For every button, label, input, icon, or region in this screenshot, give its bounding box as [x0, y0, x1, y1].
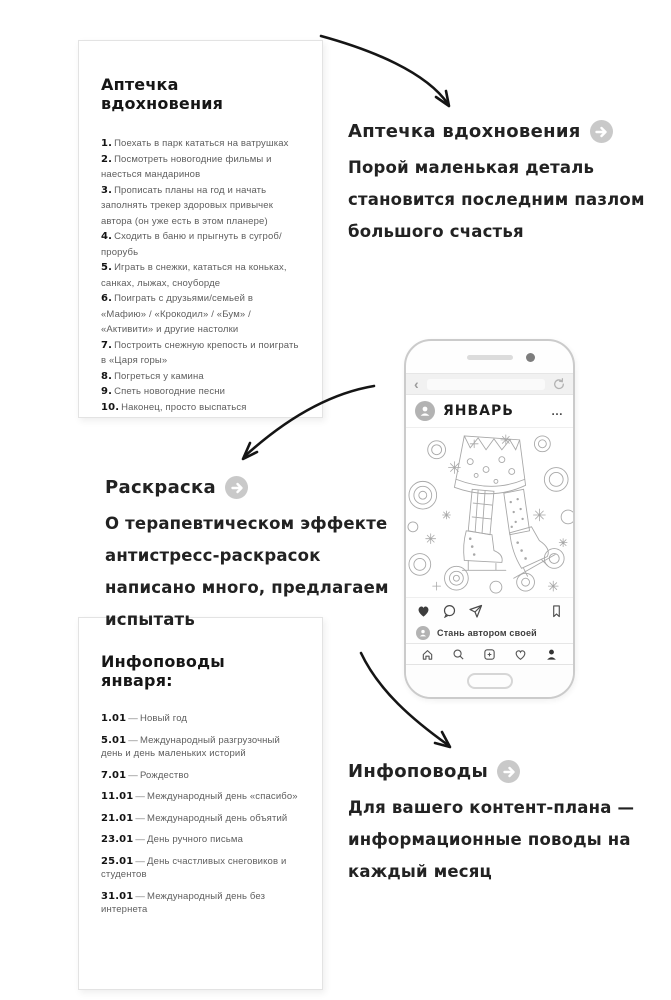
item-separator: — — [128, 734, 138, 746]
inforeasons-list-item — [101, 790, 300, 804]
coloring-page-image — [406, 427, 573, 598]
search-icon — [452, 648, 465, 661]
item-text: Наконец, просто выспаться — [121, 401, 247, 413]
item-separator: — — [128, 713, 138, 724]
coloring-note-description: О терапевтическом эффекте антистресс-раскрасок написано много, предлагаем испытать — [105, 514, 389, 629]
item-text: Посмотреть новогодние фильмы и наесться мандаринов — [101, 153, 272, 180]
item-date: 21.01 — [101, 812, 134, 824]
item-date: 1.01 — [101, 713, 127, 724]
inforeasons-note-title: Инфоповоды — [348, 761, 489, 782]
item-date: 31.01 — [101, 890, 134, 902]
inspiration-list-item — [101, 400, 300, 416]
coloring-note-title-row — [105, 476, 413, 499]
item-text: Прописать планы на год и начать заполнять трекер здоровых привычек автора (он уже есть в этом планере) — [101, 184, 274, 227]
inforeasons-note — [348, 760, 656, 888]
item-text: Международный разгрузочный день и день маленьких историй — [101, 734, 280, 759]
item-number: 2. — [101, 153, 113, 165]
inspiration-list-item — [101, 229, 300, 260]
inforeasons-list-item — [101, 855, 300, 882]
home-button — [467, 673, 513, 689]
arrow-to-inspiration-note — [321, 36, 448, 104]
item-separator: — — [128, 769, 138, 781]
post-caption: Стань автором своей — [437, 628, 537, 638]
item-number: 5. — [101, 262, 113, 273]
item-separator: — — [135, 834, 146, 845]
arrow-circle-icon — [225, 476, 248, 499]
item-text: Играть в снежки, кататься на коньках, санках, лыжах, сноуборде — [101, 262, 287, 289]
avatar — [415, 401, 435, 421]
inspiration-list — [101, 136, 300, 415]
phone-camera — [526, 353, 535, 362]
item-text: Международный день объятий — [147, 812, 288, 824]
back-chevron-icon: ‹ — [414, 376, 419, 392]
inspiration-list-item — [101, 260, 300, 291]
bookmark-icon — [550, 604, 563, 618]
item-text: Построить снежную крепость и поиграть в «Царя горы» — [101, 339, 299, 366]
inspiration-list-item — [101, 384, 300, 400]
item-number: 4. — [101, 231, 113, 242]
add-post-icon — [483, 648, 496, 661]
inforeasons-card-title: Инфоповоды января: — [101, 652, 225, 690]
item-number: 6. — [101, 293, 113, 304]
item-text: День ручного письма — [147, 834, 243, 845]
item-separator: — — [135, 855, 146, 867]
item-date: 7.01 — [101, 769, 127, 781]
inforeasons-card — [78, 617, 323, 990]
item-date: 11.01 — [101, 791, 134, 802]
item-text: Сходить в баню и прыгнуть в сугроб/ прорубь — [101, 231, 282, 258]
item-text: День счастливых снеговиков и студентов — [101, 855, 287, 880]
inforeasons-list — [101, 712, 300, 917]
more-options-icon: … — [551, 404, 564, 418]
browser-bar — [406, 373, 573, 395]
phone-bottom-bezel — [406, 664, 573, 697]
inforeasons-note-description: Для вашего контент-плана — информационные поводы на каждый месяц — [348, 798, 635, 881]
home-icon — [421, 648, 434, 661]
share-icon — [468, 604, 483, 618]
coloring-note-title: Раскраска — [105, 477, 216, 498]
inforeasons-list-item — [101, 712, 300, 726]
post-caption-row — [406, 623, 573, 643]
arrow-circle-icon — [497, 760, 520, 783]
inforeasons-list-item — [101, 734, 300, 761]
inspiration-note-title: Аптечка вдохновения — [348, 121, 581, 142]
inspiration-card-title: Аптечка вдохновения — [101, 75, 224, 113]
item-number: 10. — [101, 401, 120, 413]
inspiration-note-description: Порой маленькая деталь становится последним пазлом большого счастья — [348, 158, 645, 241]
item-number: 8. — [101, 370, 113, 382]
item-number: 7. — [101, 339, 113, 351]
item-number: 3. — [101, 184, 113, 196]
item-text: Спеть новогодние песни — [114, 386, 226, 397]
inspiration-list-item — [101, 183, 300, 230]
inspiration-note-title-row — [348, 120, 653, 143]
item-text: Новый год — [139, 713, 188, 724]
post-header — [406, 395, 573, 427]
inforeasons-list-item — [101, 890, 300, 917]
refresh-icon — [553, 378, 565, 390]
inspiration-list-item — [101, 291, 300, 338]
phone-speaker — [467, 355, 513, 360]
phone-mockup — [404, 339, 575, 699]
item-date: 23.01 — [101, 834, 134, 845]
caption-avatar — [416, 626, 430, 640]
inspiration-list-item — [101, 152, 300, 183]
inspiration-note — [348, 120, 653, 248]
item-text: Поиграть с друзьями/семьей в «Мафию» / «Крокодил» / «Бум» / «Активити» и другие настолки — [101, 293, 254, 335]
item-text: Международный день без интернета — [101, 890, 266, 915]
inforeasons-note-title-row — [348, 760, 656, 783]
inspiration-list-item — [101, 338, 300, 369]
coloring-note — [105, 476, 413, 636]
arrow-to-coloring-note-head — [243, 443, 257, 459]
phone-tab-bar — [406, 643, 573, 664]
comment-icon — [442, 604, 457, 618]
profile-icon — [545, 648, 558, 661]
inspiration-card — [78, 40, 323, 418]
item-date: 25.01 — [101, 855, 134, 867]
inspiration-list-item — [101, 136, 300, 152]
item-date: 5.01 — [101, 734, 127, 746]
post-title: ЯНВАРЬ — [443, 403, 514, 419]
url-field — [427, 379, 545, 390]
phone-top-bezel — [406, 341, 573, 373]
item-number: 1. — [101, 138, 113, 149]
item-separator: — — [135, 812, 146, 824]
activity-heart-icon — [514, 648, 527, 661]
item-text: Международный день «спасибо» — [147, 791, 298, 802]
item-separator: — — [135, 791, 146, 802]
inforeasons-list-item — [101, 812, 300, 826]
arrow-circle-icon — [590, 120, 613, 143]
like-icon — [416, 604, 431, 618]
inspiration-list-item — [101, 369, 300, 385]
post-action-row — [406, 598, 573, 623]
item-separator: — — [135, 890, 146, 902]
item-number: 9. — [101, 386, 113, 397]
inforeasons-list-item — [101, 769, 300, 783]
item-text: Поехать в парк кататься на ватрушках — [114, 138, 289, 149]
inforeasons-list-item — [101, 833, 300, 847]
arrow-to-inforeasons-note-head — [435, 732, 450, 747]
item-text: Погреться у камина — [114, 370, 204, 382]
item-text: Рождество — [139, 769, 189, 781]
arrow-to-inspiration-note-head — [436, 91, 449, 106]
